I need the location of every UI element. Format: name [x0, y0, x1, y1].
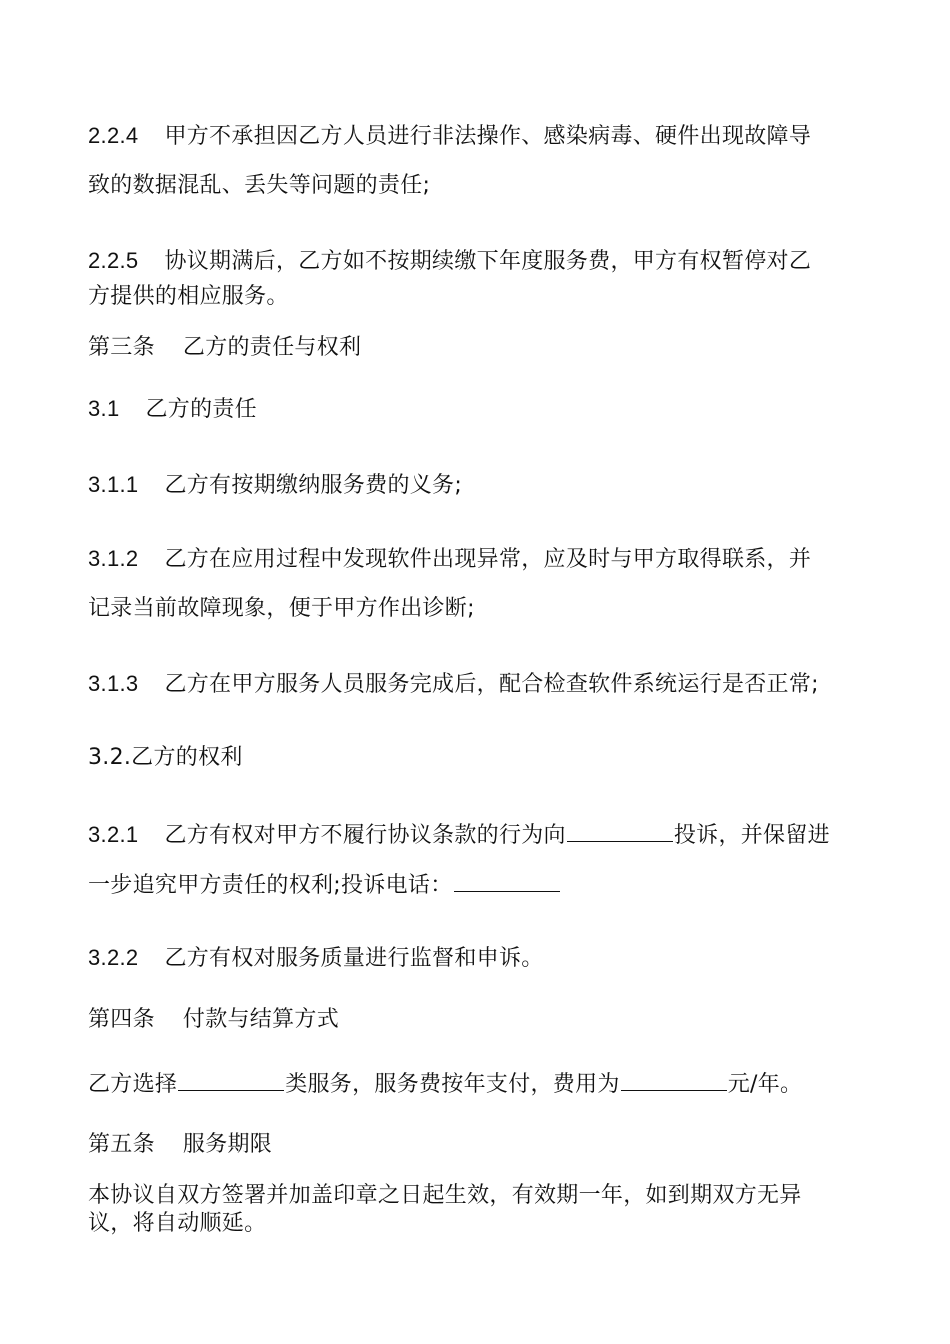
term-line-1 [88, 1182, 868, 1210]
clause-text: 记录当前故障现象，便于甲方作出诊断; [88, 596, 475, 621]
article-title: 付款与结算方式 [182, 1007, 340, 1032]
clause-2-2-4-line-1 [88, 122, 868, 151]
clause-text: 一步追究甲方责任的权利;投诉电话： [88, 873, 453, 898]
payment-text: 乙方选择 [88, 1072, 178, 1097]
clause-3-2-1-line-2 [88, 869, 868, 900]
clause-2-2-4-line-2 [88, 172, 868, 200]
clause-text: 协议期满后，乙方如不按期续缴下年度服务费，甲方有权暂停对乙 [164, 249, 812, 274]
blank-underline[interactable] [178, 1068, 284, 1091]
clause-3-1-3 [88, 670, 868, 699]
clause-3-2-1-line-1 [88, 819, 868, 850]
article-title: 乙方的责任与权利 [182, 335, 362, 360]
clause-number: 2.2.4 [88, 123, 139, 148]
clause-text: 致的数据混乱、丢失等问题的责任; [88, 173, 431, 198]
term-line-2 [88, 1210, 868, 1238]
clause-number: 3.2.1 [88, 822, 139, 847]
clause-2-2-5-line-2 [88, 283, 868, 311]
payment-paragraph [88, 1068, 868, 1099]
article-label: 第四条 [88, 1007, 155, 1032]
section-3-2-heading [88, 744, 868, 772]
clause-text: 甲方不承担因乙方人员进行非法操作、感染病毒、硬件出现故障导 [164, 124, 812, 149]
article-label: 第五条 [88, 1132, 155, 1157]
clause-3-1-1 [88, 471, 868, 500]
clause-3-1-2-line-2 [88, 595, 868, 623]
article-title: 服务期限 [182, 1132, 273, 1157]
payment-text: 类服务，服务费按年支付，费用为 [285, 1072, 620, 1097]
clause-text: 乙方在甲方服务人员服务完成后，配合检查软件系统运行是否正常; [164, 672, 819, 697]
clause-number: 2.2.5 [88, 248, 139, 273]
clause-text: 乙方有按期缴纳服务费的义务; [164, 473, 463, 498]
clause-number: 3.1.2 [88, 546, 139, 571]
clause-text: 投诉，并保留进 [673, 823, 830, 848]
article-4-heading [88, 1006, 868, 1034]
article-label: 第三条 [88, 335, 155, 360]
blank-underline[interactable] [567, 819, 673, 842]
section-title: 乙方的责任 [145, 397, 257, 422]
blank-underline[interactable] [621, 1068, 727, 1091]
term-text: 本协议自双方签署并加盖印章之日起生效，有效期一年，如到期双方无异 [88, 1183, 802, 1208]
clause-number: 3.2.2 [88, 945, 139, 970]
section-number: 3.1 [88, 396, 120, 421]
section-text: 3.2.乙方的权利 [88, 745, 243, 770]
clause-number: 3.1.3 [88, 671, 139, 696]
clause-text: 乙方有权对甲方不履行协议条款的行为向 [164, 823, 566, 848]
section-3-1-heading [88, 395, 868, 424]
payment-text: 元/年。 [727, 1072, 803, 1097]
article-5-heading [88, 1131, 868, 1159]
clause-2-2-5-line-1 [88, 247, 868, 276]
clause-number: 3.1.1 [88, 472, 139, 497]
clause-text: 乙方在应用过程中发现软件出现异常，应及时与甲方取得联系，并 [164, 547, 812, 572]
clause-text: 乙方有权对服务质量进行监督和申诉。 [164, 946, 544, 971]
term-text: 议，将自动顺延。 [88, 1211, 267, 1236]
clause-3-1-2-line-1 [88, 545, 868, 574]
clause-3-2-2 [88, 944, 868, 973]
blank-underline[interactable] [454, 869, 560, 892]
clause-text: 方提供的相应服务。 [88, 284, 289, 309]
article-3-heading [88, 334, 868, 362]
